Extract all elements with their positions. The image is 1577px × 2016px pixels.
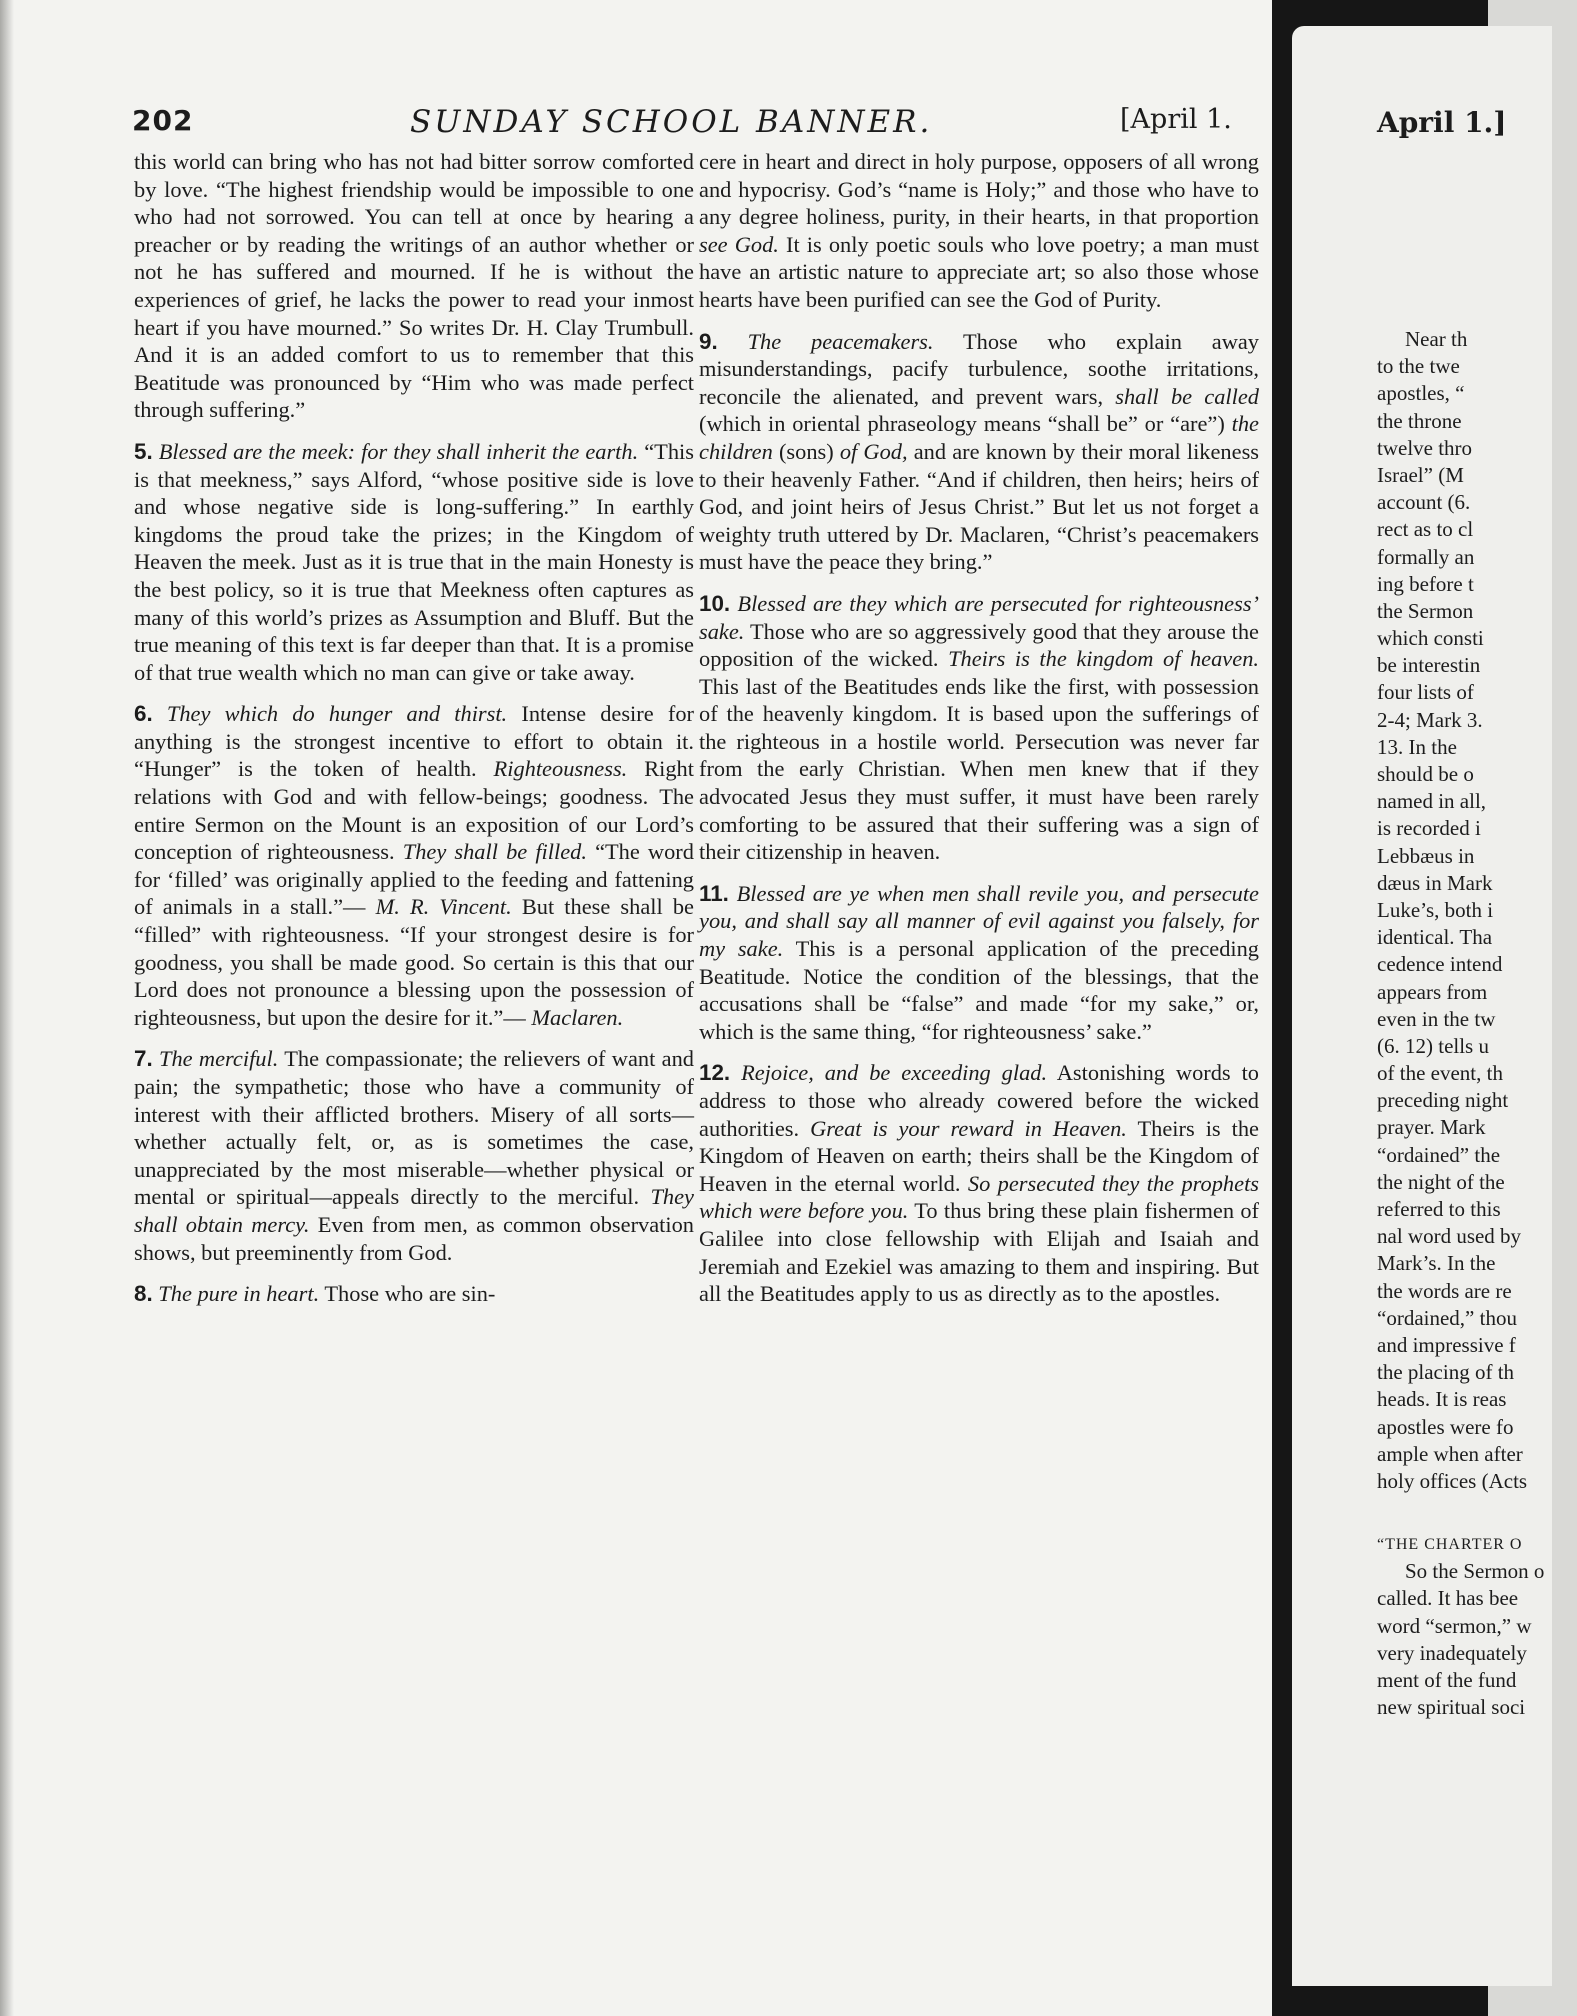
right-page-line: account (6. (1377, 490, 1471, 515)
right-page-line: ample when after (1377, 1441, 1523, 1466)
right-page-line: So the Sermon o (1405, 1559, 1545, 1584)
right-page-line: named in all, (1377, 789, 1487, 814)
right-page-line: of the event, th (1377, 1061, 1503, 1086)
right-page-line: even in the tw (1377, 1006, 1496, 1031)
right-page-line: ment of the fund (1377, 1668, 1517, 1692)
right-page-line: the Sermon (1377, 598, 1474, 623)
right-page-subheading: “THE CHARTER O (1377, 1536, 1523, 1554)
beatitude-6: 6. They which do hunger and thirst. Intense desire for anything is the strongest incentive to effort to obtain it. “Hunger” is the token of health. Righteousness. Right relations with God and with fellow-beings; goodness. The entire Sermon on the Mount is an exposition of our Lord’s conception of righteousness. They shall be filled. “The word for ‘filled’ was originally applied to the feeding and fattening of animals in a stall.”— M. R. Vincent. But these shall be “filled” with righteousness. “If your strongest desire is for goodness, you shall be made good. So certain is this that our Lord does not pronounce a blessing upon the possession of righteousness, but upon the desire for it.”— Maclaren. (134, 701, 694, 1030)
right-page-line: very inadequately (1377, 1640, 1527, 1665)
right-page-line: 13. In the (1377, 734, 1457, 759)
right-page-line: the words are re (1377, 1278, 1512, 1303)
right-page-line: the throne (1377, 408, 1462, 433)
paragraph-continued: this world can bring who has not had bitter sorrow comforted by love. “The highest friendship would be impossible to one who had not sorrowed. You can tell at once by hearing a preacher or by reading the writings of an author whether or not he has suffered and mourned. If he is without the experiences of grief, he lacks the power to read your inmost heart if you have mourned.” So writes Dr. H. Clay Trumbull. And it is an added comfort to us to remember that this Beatitude was pronounced by “Him who was made perfect through suffering.” (134, 149, 694, 423)
right-page-line: the placing of th (1377, 1360, 1515, 1385)
beatitude-8-continued: cere in heart and direct in holy purpose, opposers of all wrong and hypocrisy. God’s “name is Holy;” and those who have to any degree holiness, purity, in their hearts, in that proportion see God. It is only poetic souls who love poetry; a man must have an artistic nature to appreciate art; so also those whose hearts have been purified can see the God of Purity. (699, 149, 1259, 312)
right-page-header: April 1.] (1377, 106, 1507, 139)
right-page-line: (6. 12) tells u (1377, 1033, 1489, 1058)
right-page-line: rect as to cl (1377, 517, 1474, 542)
right-page-line: new spiritual soci (1377, 1695, 1526, 1720)
right-page-line: apostles were fo (1377, 1414, 1514, 1439)
right-page-line: appears from (1377, 979, 1488, 1004)
right-page-line: apostles, “ (1377, 381, 1465, 406)
running-title: SUNDAY SCHOOL BANNER. (410, 104, 933, 140)
right-page-line: identical. Tha (1377, 925, 1493, 950)
right-page-line: nal word used by (1377, 1224, 1522, 1249)
book-page-right (1272, 0, 1545, 2016)
right-page-line: Mark’s. In the (1377, 1251, 1496, 1276)
page-number: 202 (132, 104, 194, 137)
beatitude-8: 8. The pure in heart. Those who are sin- (134, 1281, 496, 1307)
right-page-line: cedence intend (1377, 952, 1503, 977)
right-page-line: “ordained,” thou (1377, 1305, 1517, 1330)
beatitude-11: 11. Blessed are ye when men shall revile you, and persecute you, and shall say all manner of evil against you falsely, for my sake. This is a personal application of the preceding Beatitude. Notice the condition of the blessings, that the accusations shall be “false” and made “for my sake,” or, which is the same thing, “for righteousness’ sake.” (699, 880, 1259, 1044)
right-page-line: Israel” (M (1377, 462, 1464, 487)
right-page-line: word “sermon,” w (1377, 1613, 1532, 1638)
right-page-line: Luke’s, both i (1377, 897, 1494, 922)
right-page-line: dæus in Mark (1377, 870, 1493, 895)
right-page-line: which consti (1377, 626, 1484, 651)
right-page-line: twelve thro (1377, 435, 1473, 460)
right-page-line: to the twe (1377, 354, 1460, 379)
right-page-line: “ordained” the (1377, 1142, 1501, 1167)
right-page-line: Near th (1405, 327, 1468, 351)
right-page-line: formally an (1377, 544, 1475, 569)
beatitude-9: 9. The peacemakers. Those who explain away misunderstandings, pacify turbulence, soothe irritations, reconcile the alienated, and prevent wars, shall be called (which in oriental phraseology means “shall be” or “are”) the children (sons) of God, and are known by their moral likeness to their heavenly Father. “And if children, then heirs; heirs of God, and joint heirs of Jesus Christ.” But let us not forget a weighty truth uttered by Dr. Maclaren, “Christ’s peacemakers must have the peace they bring.” (699, 328, 1259, 575)
right-page-line: holy offices (Acts (1377, 1468, 1528, 1493)
beatitude-12: 12. Rejoice, and be exceeding glad. Astonishing words to address to those who already cowered before the wicked authorities. Great is your reward in Heaven. Theirs is the Kingdom of Heaven on earth; theirs shall be the Kingdom of Heaven in the eternal world. So persecuted they the prophets which were before you. To thus bring these plain fishermen of Galilee into close fellowship with Elijah and Isaiah and Jeremiah and Ezekiel was amazing to them and inspiring. But all the Beatitudes apply to us as directly as to the apostles. (699, 1060, 1260, 1307)
right-page-line: prayer. Mark (1377, 1115, 1486, 1140)
right-page-text (1377, 326, 1577, 1721)
right-page-line: four lists of (1377, 680, 1474, 705)
right-page-line: should be o (1377, 762, 1474, 786)
right-page-line: 2-4; Mark 3. (1377, 707, 1483, 732)
right-page-line: referred to this (1377, 1197, 1501, 1221)
right-page-line: called. It has bee (1377, 1586, 1519, 1611)
right-page-line: the night of the (1377, 1169, 1505, 1194)
text-column-right (699, 148, 1259, 1322)
right-page-line: is recorded i (1377, 816, 1481, 841)
right-page-sheet (1292, 26, 1552, 1986)
right-page-line: be interestin (1377, 653, 1481, 678)
right-page-line: Lebbæus in (1377, 843, 1475, 868)
right-page-line: heads. It is reas (1377, 1387, 1507, 1412)
running-date: [April 1. (1120, 104, 1232, 135)
beatitude-5: 5. Blessed are the meek: for they shall inherit the earth. “This is that meekness,” says Alford, “whose positive side is love and whose negative side is long-suffering.” In earthly kingdoms the proud take the prizes; in the Kingdom of Heaven the meek. Just as it is true that in the main Honesty is the best policy, so it is true that Meekness often captures as many of this world’s prizes as Assumption and Bluff. But the true meaning of this text is far deeper than that. It is a promise of that true wealth which no man can give or take away. (134, 438, 694, 685)
right-page-line: preceding night (1377, 1088, 1509, 1113)
right-page-line: ing before t (1377, 571, 1474, 596)
right-page-line: and impressive f (1377, 1332, 1516, 1357)
text-column-left (134, 148, 694, 1322)
beatitude-10: 10. Blessed are they which are persecuted for righteousness’ sake. Those who are so aggressively good that they arouse the opposition of the wicked. Theirs is the kingdom of heaven. This last of the Beatitudes ends like the first, with possession of the heavenly kingdom. It is based upon the sufferings of the righteous in a hostile world. Persecution was never far from the early Christian. When men knew that if they advocated Jesus they must suffer, it must have been rarely comforting to be assured that their suffering was a sign of their citizenship in heaven. (699, 590, 1259, 865)
beatitude-7: 7. The merciful. The compassionate; the relievers of want and pain; the sympathetic; those who have a community of interest with their afflicted brothers. Misery of all sorts—whether actually felt, or, as is sometimes the case, unappreciated by the most miserable—whether physical or mental or spiritual—appeals directly to the merciful. They shall obtain mercy. Even from men, as common observation shows, but preeminently from God. (134, 1046, 694, 1265)
